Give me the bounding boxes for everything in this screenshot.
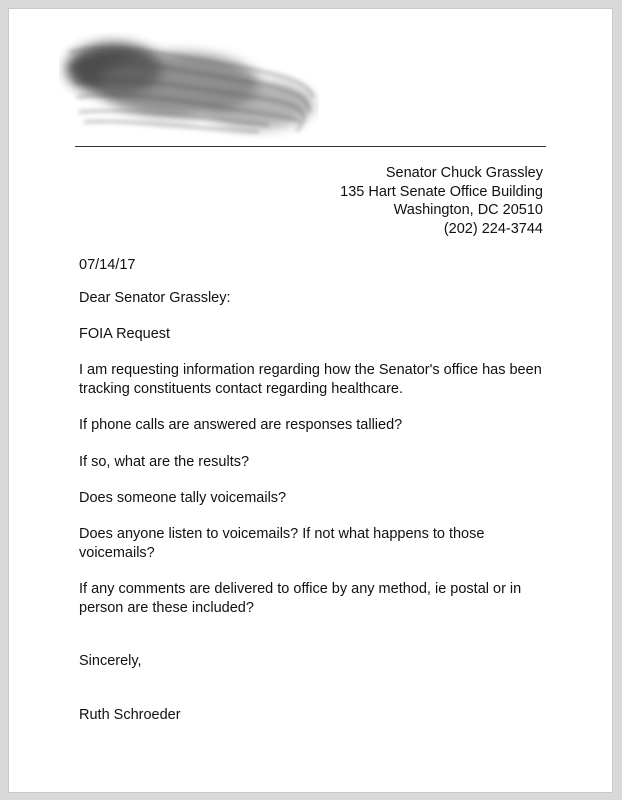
letter-paragraph: If phone calls are answered are responses tallied? xyxy=(79,417,403,433)
letter-closing: Sincerely, xyxy=(79,653,142,669)
recipient-name: Senator Chuck Grassley xyxy=(385,165,543,181)
letter-salutation: Dear Senator Grassley: xyxy=(79,290,231,306)
letter-paragraph: Does anyone listen to voicemails? If not what happens to those voicemails? xyxy=(79,526,485,561)
letter-subject: FOIA Request xyxy=(79,326,171,342)
letter-paragraph: If so, what are the results? xyxy=(79,454,250,470)
letter-date: 07/14/17 xyxy=(79,257,136,273)
letter-signature: Ruth Schroeder xyxy=(79,707,181,723)
letter-paragraph: If any comments are delivered to office by any method, ie postal or in person are these included? xyxy=(79,581,522,616)
letter-paragraph: I am requesting information regarding how the Senator's office has been tracking constituents contact regarding healthcare. xyxy=(79,362,542,397)
recipient-address-block xyxy=(340,164,543,238)
recipient-city-state-zip: Washington, DC 20510 xyxy=(393,202,543,218)
letter-page xyxy=(9,9,612,792)
recipient-address-line: 135 Hart Senate Office Building xyxy=(340,183,543,200)
recipient-phone: (202) 224-3744 xyxy=(443,220,543,237)
redaction-scribble xyxy=(59,27,319,145)
header-divider xyxy=(75,146,546,147)
letter-paragraph: Does someone tally voicemails? xyxy=(79,490,287,506)
